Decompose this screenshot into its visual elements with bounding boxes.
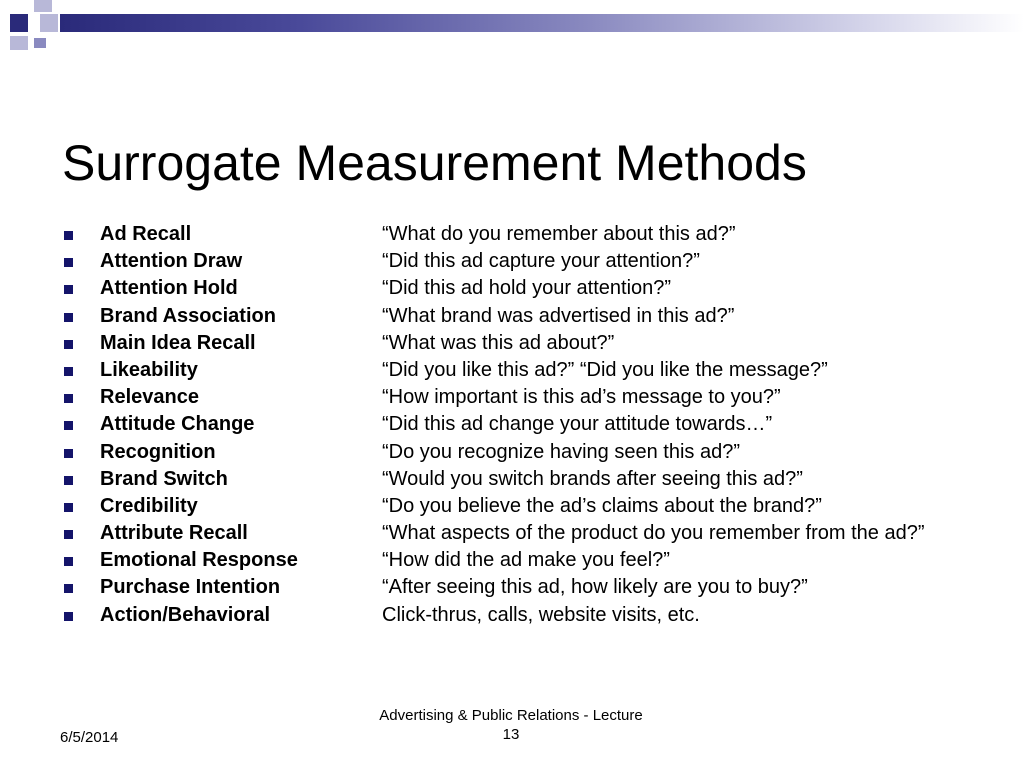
list-item	[60, 414, 960, 435]
list-item	[60, 496, 960, 517]
method-description: “Did this ad hold your attention?”	[382, 277, 672, 300]
square-bullet-icon	[64, 285, 73, 294]
method-description: “Did this ad capture your attention?”	[382, 250, 700, 273]
method-term: Main Idea Recall	[100, 331, 256, 354]
method-description: “Did this ad change your attitude towards…”	[382, 413, 773, 436]
square-bullet-icon	[64, 231, 73, 240]
method-term: Ad Recall	[100, 223, 192, 245]
list-item	[60, 605, 960, 626]
square-bullet-icon	[64, 557, 73, 566]
square-bullet-icon	[64, 421, 73, 430]
method-term: Brand Association	[100, 304, 276, 327]
decor-square	[10, 36, 28, 50]
method-term: Credibility	[100, 494, 198, 517]
footer-lecture-label	[352, 706, 670, 744]
list-item	[60, 278, 960, 299]
method-description: “Would you switch brands after seeing this ad?”	[382, 467, 803, 490]
method-description: “How important is this ad’s message to you?”	[382, 386, 781, 409]
decor-square	[34, 0, 52, 12]
measurement-list	[60, 224, 960, 632]
method-description: “What brand was advertised in this ad?”	[382, 304, 735, 327]
slide-title: Surrogate Measurement Methods	[62, 134, 807, 191]
method-term: Attitude Change	[100, 413, 255, 436]
list-item	[60, 333, 960, 354]
list-item	[60, 251, 960, 272]
decor-square	[34, 38, 46, 48]
square-bullet-icon	[64, 612, 73, 621]
footer-date: 6/5/2014	[60, 729, 119, 746]
square-bullet-icon	[64, 449, 73, 458]
header-gradient-band	[60, 14, 1024, 32]
square-bullet-icon	[64, 313, 73, 322]
method-description: “Do you recognize having seen this ad?”	[382, 440, 740, 463]
method-description: “Do you believe the ad’s claims about the brand?”	[382, 494, 822, 517]
list-item	[60, 523, 960, 544]
footer-course-text: Advertising & Public Relations - Lecture	[379, 707, 643, 724]
square-bullet-icon	[64, 503, 73, 512]
list-item	[60, 306, 960, 327]
square-bullet-icon	[64, 530, 73, 539]
method-term: Emotional Response	[100, 549, 298, 572]
list-item	[60, 469, 960, 490]
list-item	[60, 442, 960, 463]
list-item	[60, 387, 960, 408]
method-term: Attention Hold	[100, 277, 238, 300]
method-term: Attribute Recall	[100, 522, 248, 545]
method-term: Relevance	[100, 386, 199, 409]
method-term: Recognition	[100, 440, 216, 463]
method-term: Attention Draw	[100, 250, 243, 273]
method-term: Purchase Intention	[100, 576, 281, 599]
method-description: “Did you like this ad?” “Did you like the message?”	[382, 358, 828, 381]
list-item	[60, 550, 960, 571]
square-bullet-icon	[64, 367, 73, 376]
list-item	[60, 360, 960, 381]
list-item	[60, 577, 960, 598]
decor-square	[40, 14, 58, 32]
method-term: Action/Behavioral	[100, 603, 271, 626]
method-term: Brand Switch	[100, 467, 228, 490]
method-description: “What was this ad about?”	[382, 331, 615, 354]
method-description: Click-thrus, calls, website visits, etc.	[382, 603, 700, 626]
method-description: “What do you remember about this ad?”	[382, 223, 736, 245]
list-item	[60, 224, 960, 245]
square-bullet-icon	[64, 340, 73, 349]
square-bullet-icon	[64, 258, 73, 267]
method-term: Likeability	[100, 358, 198, 381]
footer-lecture-number: 13	[502, 726, 520, 743]
method-description: “What aspects of the product do you remember from the ad?”	[382, 522, 925, 545]
square-bullet-icon	[64, 584, 73, 593]
method-description: “After seeing this ad, how likely are you to buy?”	[382, 576, 808, 599]
square-bullet-icon	[64, 476, 73, 485]
method-description: “How did the ad make you feel?”	[382, 549, 670, 572]
square-bullet-icon	[64, 394, 73, 403]
decor-square	[10, 14, 28, 32]
